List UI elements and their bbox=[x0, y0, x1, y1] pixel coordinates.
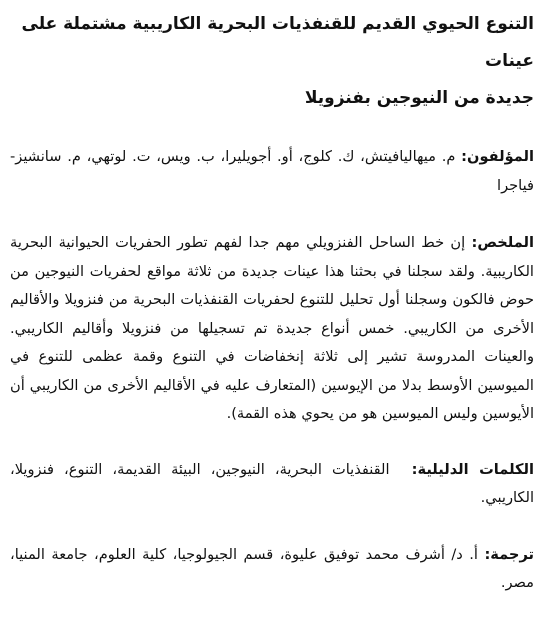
authors-label: المؤلفون: bbox=[461, 148, 535, 165]
abstract-text: إن خط الساحل الفنزويلي مهم جدا لفهم تطور الحفريات الحيوانية البحرية الكاريبية. ولقد سجلنا في بحثنا هذا عينات جديدة من ثلاثة مواقع لحفريات النيوجين من حوض فالكون وسجلنا أول تحليل للتنوع لحفريات القنفذيات البحرية من فنزويلا والأقاليم الأخرى من الكاريبي. خمس أنواع جديدة تم تسجيلها من فنزويلا وأقاليم الكاريبي. والعينات المدروسة تشير إلى ثلاثة إنخفاضات في التنوع وقمة عظمى للتنوع في الميوسين الأوسط بدلا من الإيوسين (المتعارف عليه في الأقاليم الأخرى من الكاريبي أن الأيوسين وليس الميوسين هو من يحوي هذه القمة). bbox=[10, 234, 534, 422]
document-title bbox=[10, 6, 534, 117]
translation-text: أ. د/ أشرف محمد توفيق عليوة، قسم الجيولوجيا، كلية العلوم، جامعة المنيا، مصر. bbox=[10, 545, 534, 591]
title-line-2: جديدة من النيوجين بفنزويلا bbox=[304, 88, 534, 108]
translation-paragraph bbox=[10, 541, 534, 598]
abstract-paragraph bbox=[10, 229, 534, 429]
keywords-paragraph bbox=[10, 456, 534, 513]
keywords-label: الكلمات الدليلية: bbox=[411, 460, 534, 478]
authors-text: م. ميهاليافيتش، ك. كلوج، أو. أجويليرا، ب. ويس، ت. لوتهي، م. سانشيز-فياجرا bbox=[10, 148, 534, 194]
authors-paragraph bbox=[10, 143, 534, 200]
translation-label: ترجمة: bbox=[484, 545, 534, 563]
keywords-text: القنفذيات البحرية، النيوجين، البيئة القديمة، التنوع، فنزويلا، الكاريبي. bbox=[10, 460, 534, 506]
title-line-1: التنوع الحيوي القديم للقنفذيات البحرية الكاريبية مشتملة على عينات bbox=[21, 14, 534, 71]
abstract-label: الملخص: bbox=[471, 234, 534, 251]
